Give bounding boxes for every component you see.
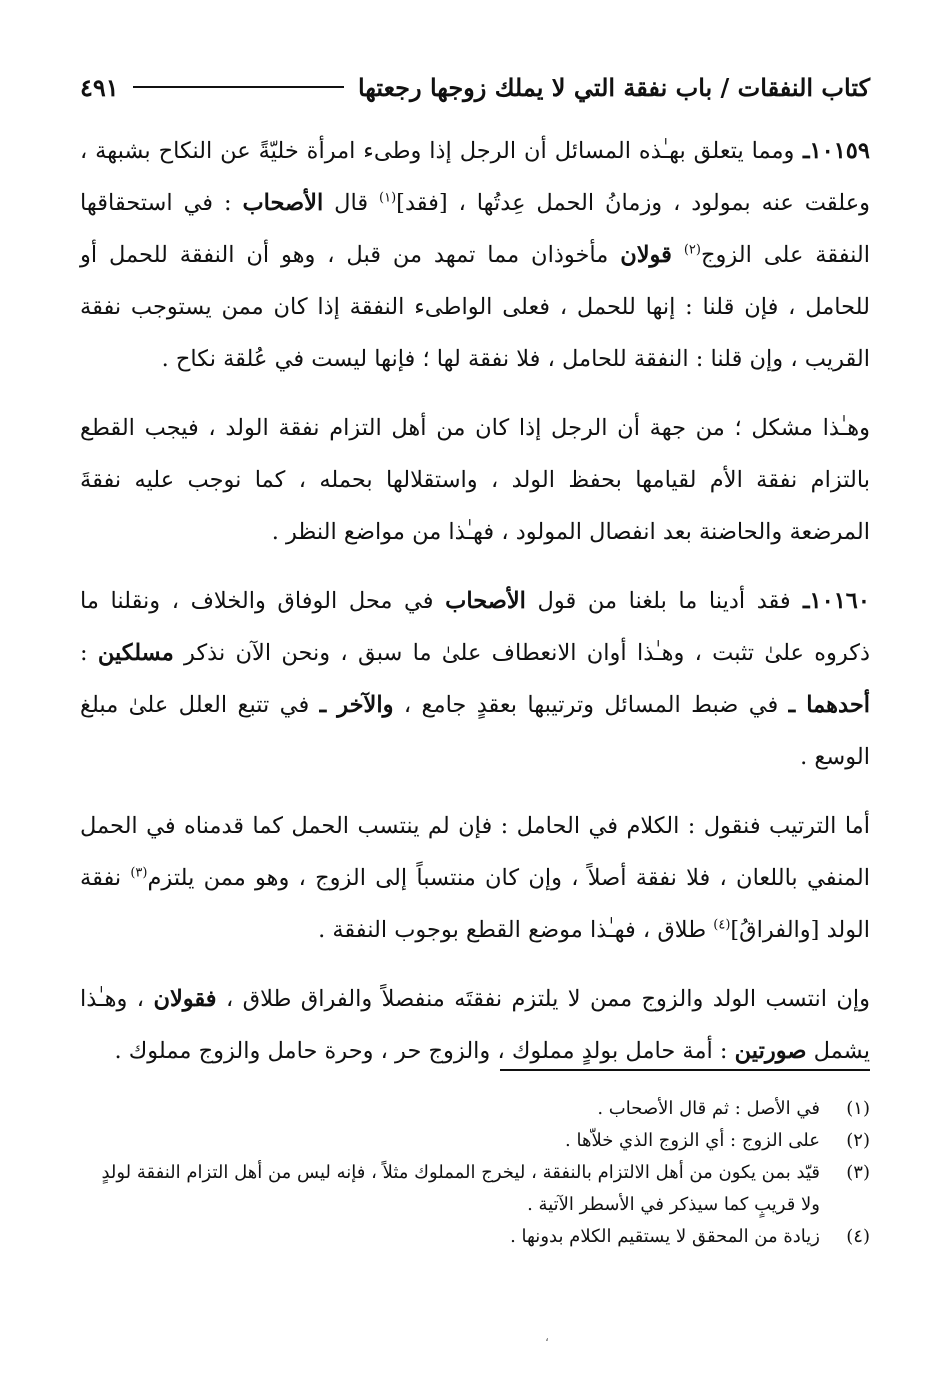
text-run: وإن انتسب الولد والزوج ممن لا يلتزم نفقتَه منفصلاً والفراق طلاق ، <box>216 986 870 1012</box>
bold-term: مسلكين <box>97 640 174 666</box>
text-run: مأخوذان مما تمهد من قبل ، وهو أن النفقة للحمل أو للحامل ، فإن قلنا : إنها للحمل ، فعلى الواطىء النفقة إذا كان ممن يستوجب نفقة القريب ، وإن قلنا : النفقة للحامل ، فلا نفقة لها ؛ فإنها ليست في عُلقة نكاح . <box>80 242 870 372</box>
footnote-number: (٢) <box>846 1130 870 1151</box>
footnote-ref: (٢) <box>683 242 701 258</box>
text-run <box>672 242 684 268</box>
text-run: قال <box>323 190 380 216</box>
footnote-divider <box>500 1069 870 1071</box>
running-header <box>80 62 870 112</box>
bold-term: فقولان <box>153 986 217 1012</box>
footnote-item <box>80 1157 870 1221</box>
bold-term: صورتين <box>734 1038 807 1064</box>
footnote-text: قيّد بمن يكون من أهل الالتزام بالنفقة ، ليخرج المملوك مثلاً ، فإنه ليس من أهل التزام النفقة لولدٍ ولا قريبٍ كما سيذكر في الأسطر الآتية . <box>101 1162 820 1215</box>
footnote-ref: (١) <box>379 190 397 206</box>
footnote-number: (٤) <box>846 1226 870 1247</box>
bold-term: أحدهما ـ <box>788 692 871 718</box>
main-text <box>80 125 870 1094</box>
footnote-number: (١) <box>846 1098 870 1119</box>
footnote-item <box>80 1221 870 1253</box>
footnote-text: زيادة من المحقق لا يستقيم الكلام بدونها . <box>510 1226 820 1247</box>
paragraph-number: ١٠١٥٩ <box>809 138 870 164</box>
bold-term: الأصحاب <box>242 190 324 216</box>
text-run: : في استحقاقها النفقة على الزوج <box>80 190 870 268</box>
paragraph-10160 <box>80 575 870 783</box>
text-run: : أمة حامل بولدٍ مملوك ، والزوج حر ، وحرة حامل والزوج مملوك . <box>114 1038 735 1064</box>
footnote-ref: (٣) <box>130 865 148 881</box>
footnote-ref: (٤) <box>713 917 731 933</box>
paragraph-dash: ـ <box>794 138 810 164</box>
text-run: ، وهـٰذا يشمل <box>80 986 870 1064</box>
footnote-item <box>80 1093 870 1125</box>
footnotes <box>80 1093 870 1253</box>
text-run: طلاق ، فهـٰذا موضع القطع بوجوب النفقة . <box>318 917 714 943</box>
text-run: نفقة الولد [والفراقُ] <box>80 865 870 943</box>
paragraph-commentary <box>80 402 870 558</box>
footnote-text: في الأصل : ثم قال الأصحاب . <box>597 1098 820 1119</box>
header-title: كتاب النفقات / باب نفقة التي لا يملك زوجها رجعتها <box>357 72 870 102</box>
text-run: : <box>80 640 98 666</box>
footnote-item <box>80 1125 870 1157</box>
text-run: ومما يتعلق بهـٰذه المسائل أن الرجل إذا وطىء امرأة خليّةً عن النكاح بشبهة ، وعلقت عنه بمولود ، وزمانُ الحمل عِدتُها ، [فقد] <box>80 138 870 216</box>
paragraph-number: ١٠١٦٠ <box>809 588 870 614</box>
text-run: فقد أدينا ما بلغنا من قول <box>525 588 791 614</box>
bottom-mark: ، <box>545 1330 549 1344</box>
paragraph-10159 <box>80 125 870 385</box>
text-run: في محل الوفاق والخلاف ، ونقلنا ما ذكروه علىٰ تثبت ، وهـٰذا أوان الانعطاف علىٰ ما سبق ، ونحن الآن نذكر <box>80 588 871 666</box>
footnote-text: على الزوج : أي الزوج الذي خلاّها . <box>565 1130 820 1151</box>
footnote-number: (٣) <box>846 1162 870 1183</box>
bold-term: والآخر ـ <box>319 692 394 718</box>
paragraph-two-forms <box>80 973 870 1077</box>
paragraph-dash: ـ <box>790 588 810 614</box>
text-run: في تتبع العلل علىٰ مبلغ الوسع . <box>80 692 870 770</box>
bold-term: قولان <box>620 242 672 268</box>
paragraph-ordering <box>80 800 870 956</box>
text-run: في ضبط المسائل وترتيبها بعقدٍ جامع ، <box>393 692 789 718</box>
text-run: وهـٰذا مشكل ؛ من جهة أن الرجل إذا كان من أهل التزام نفقة الولد ، فيجب القطع بالتزام نفقة الأم لقيامها بحفظ الولد ، واستقلالها بحمله ، كما نوجب عليه نفقةَ المرضعة والحاضنة بعد انفصال المولود ، فهـٰذا من مواضع النظر . <box>80 415 870 545</box>
header-rule <box>133 86 344 88</box>
bold-term: الأصحاب <box>445 588 526 614</box>
text-run: أما الترتيب فنقول : الكلام في الحامل : فإن لم ينتسب الحمل كما قدمناه في الحمل المنفي باللعان ، فلا نفقة أصلاً ، وإن كان منتسباً إلى الزوج ، وهو ممن يلتزم <box>80 813 870 891</box>
page-number: ٤٩١ <box>80 72 119 102</box>
